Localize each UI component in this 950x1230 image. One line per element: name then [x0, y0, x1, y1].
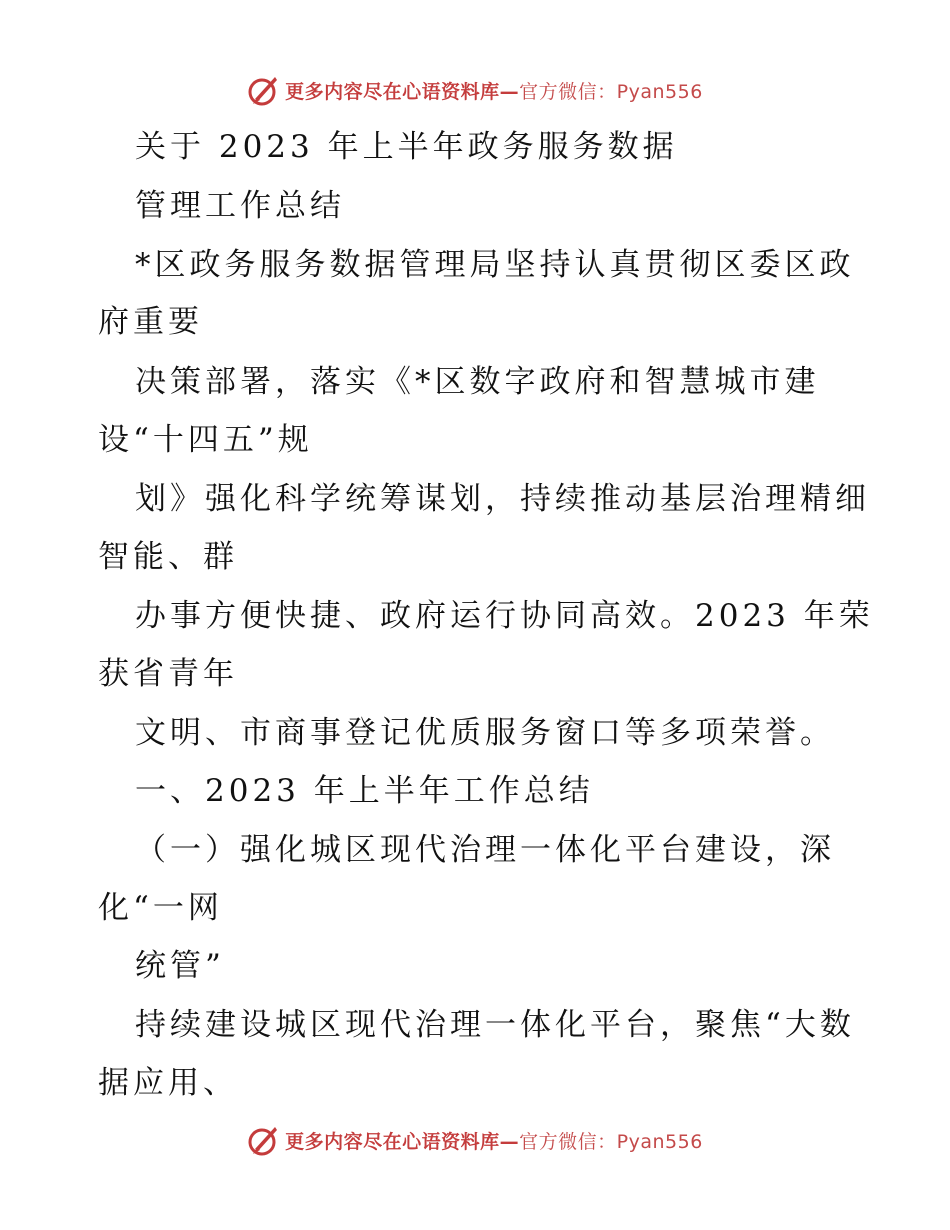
watermark-site: 更多内容尽在心语资料库	[285, 80, 500, 103]
doc-paragraph-line: 智能、群	[98, 539, 238, 575]
quill-logo-icon	[247, 73, 281, 107]
doc-paragraph-line: 设“十四五”规	[98, 422, 313, 458]
doc-paragraph-line: 决策部署，落实《*区数字政府和智慧城市建	[135, 364, 820, 400]
doc-paragraph-line: 划》强化科学统筹谋划，持续推动基层治理精细	[135, 481, 870, 517]
doc-subsection-heading: 化“一网	[98, 890, 223, 926]
doc-subsection-heading: 统管”	[135, 948, 225, 984]
watermark-wechat: 官方微信：Pyan556	[519, 1130, 703, 1153]
doc-paragraph-line: 府重要	[98, 304, 203, 340]
doc-paragraph-line: 文明、市商事登记优质服务窗口等多项荣誉。	[135, 715, 835, 751]
watermark-wechat: 官方微信：Pyan556	[519, 80, 703, 103]
watermark-text	[285, 77, 703, 104]
doc-paragraph-line: *区政务服务数据管理局坚持认真贯彻区委区政	[135, 247, 855, 283]
doc-paragraph-line: 获省青年	[98, 656, 238, 692]
doc-paragraph-line: 据应用、	[98, 1065, 238, 1101]
watermark-separator: —	[499, 80, 520, 103]
watermark-banner-bottom	[0, 1120, 950, 1160]
doc-paragraph-line: 持续建设城区现代治理一体化平台，聚焦“大数	[135, 1007, 855, 1043]
doc-subsection-heading: （一）强化城区现代治理一体化平台建设，深	[135, 832, 835, 868]
watermark-banner-top	[0, 70, 950, 110]
doc-title-line-2: 管理工作总结	[135, 188, 345, 224]
doc-title-line-1: 关于 2023 年上半年政务服务数据	[135, 129, 678, 165]
watermark-site: 更多内容尽在心语资料库	[285, 1130, 500, 1153]
doc-section-heading: 一、2023 年上半年工作总结	[135, 773, 594, 809]
doc-paragraph-line: 办事方便快捷、政府运行协同高效。2023 年荣	[135, 598, 874, 634]
quill-logo-icon	[247, 1123, 281, 1157]
watermark-separator: —	[499, 1130, 520, 1153]
watermark-text	[285, 1127, 703, 1154]
